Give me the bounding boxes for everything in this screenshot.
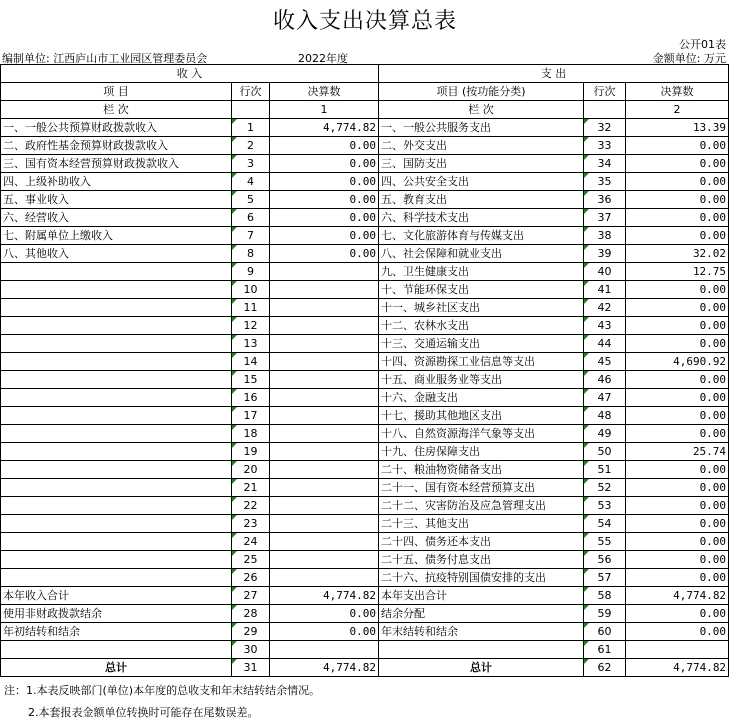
income-item (1, 317, 232, 335)
income-row-number: 2 (232, 137, 270, 155)
expense-amount: 25.74 (626, 443, 729, 461)
table-row (1, 533, 729, 551)
table-row (1, 479, 729, 497)
expense-row-number: 33 (584, 137, 626, 155)
income-row-number: 29 (232, 623, 270, 641)
income-item (1, 533, 232, 551)
income-column-number: 1 (270, 101, 379, 119)
table-row (1, 389, 729, 407)
expense-amount-header: 决算数 (626, 83, 729, 101)
expense-item: 十三、交通运输支出 (379, 335, 584, 353)
expense-amount: 0.00 (626, 461, 729, 479)
income-amount: 4,774.82 (270, 587, 379, 605)
expense-item: 二十二、灾害防治及应急管理支出 (379, 497, 584, 515)
expense-row-number: 51 (584, 461, 626, 479)
table-row (1, 551, 729, 569)
notes (4, 680, 320, 724)
income-amount: 0.00 (270, 173, 379, 191)
expense-item: 二十五、债务付息支出 (379, 551, 584, 569)
income-row-number: 21 (232, 479, 270, 497)
table-row (1, 569, 729, 587)
table-row (1, 605, 729, 623)
income-row-number: 30 (232, 641, 270, 659)
income-row-number: 31 (232, 659, 270, 677)
expense-item: 十八、自然资源海洋气象等支出 (379, 425, 584, 443)
expense-amount: 0.00 (626, 371, 729, 389)
income-amount (270, 425, 379, 443)
income-row-number: 16 (232, 389, 270, 407)
income-row-number: 25 (232, 551, 270, 569)
income-amount: 4,774.82 (270, 119, 379, 137)
expense-item: 十七、援助其他地区支出 (379, 407, 584, 425)
expense-row-number: 41 (584, 281, 626, 299)
expense-amount: 0.00 (626, 551, 729, 569)
income-row-number: 11 (232, 299, 270, 317)
income-amount-header: 决算数 (270, 83, 379, 101)
expense-amount: 0.00 (626, 227, 729, 245)
income-item (1, 281, 232, 299)
expense-row-number: 62 (584, 659, 626, 677)
expense-row-number: 39 (584, 245, 626, 263)
income-header: 收 入 (1, 65, 379, 83)
income-amount: 0.00 (270, 605, 379, 623)
expense-amount: 12.75 (626, 263, 729, 281)
income-item (1, 263, 232, 281)
income-column-label: 栏 次 (1, 101, 232, 119)
table-row (1, 317, 729, 335)
income-item (1, 479, 232, 497)
income-amount (270, 515, 379, 533)
income-amount: 0.00 (270, 137, 379, 155)
expense-amount: 0.00 (626, 317, 729, 335)
income-item: 二、政府性基金预算财政拨款收入 (1, 137, 232, 155)
income-item: 一、一般公共预算财政拨款收入 (1, 119, 232, 137)
expense-amount: 0.00 (626, 605, 729, 623)
table-row (1, 497, 729, 515)
expense-item: 一、一般公共服务支出 (379, 119, 584, 137)
income-amount (270, 353, 379, 371)
table-row (1, 371, 729, 389)
expense-row-number: 50 (584, 443, 626, 461)
expense-item: 八、社会保障和就业支出 (379, 245, 584, 263)
expense-row-number: 53 (584, 497, 626, 515)
income-amount (270, 533, 379, 551)
income-row-number: 14 (232, 353, 270, 371)
table-row (1, 353, 729, 371)
expense-amount: 4,774.82 (626, 587, 729, 605)
income-amount (270, 461, 379, 479)
expense-item: 二、外交支出 (379, 137, 584, 155)
income-item (1, 371, 232, 389)
table-row (1, 281, 729, 299)
expense-row-number: 46 (584, 371, 626, 389)
expense-item: 七、文化旅游体育与传媒支出 (379, 227, 584, 245)
expense-row-number: 45 (584, 353, 626, 371)
expense-item: 十九、住房保障支出 (379, 443, 584, 461)
form-number: 公开01表 (679, 38, 726, 51)
income-row-number: 12 (232, 317, 270, 335)
income-amount (270, 569, 379, 587)
income-item-header: 项 目 (1, 83, 232, 101)
income-amount (270, 497, 379, 515)
income-item: 五、事业收入 (1, 191, 232, 209)
expense-row-number: 52 (584, 479, 626, 497)
page-title: 收入支出决算总表 (272, 9, 457, 34)
income-item (1, 407, 232, 425)
income-item: 使用非财政拨款结余 (1, 605, 232, 623)
income-row-number: 13 (232, 335, 270, 353)
expense-amount: 32.02 (626, 245, 729, 263)
income-item: 四、上级补助收入 (1, 173, 232, 191)
income-rownum-blank (232, 101, 270, 119)
income-item (1, 389, 232, 407)
expense-rownum-header: 行次 (584, 83, 626, 101)
table-row (1, 137, 729, 155)
income-amount: 0.00 (270, 191, 379, 209)
income-row-number: 10 (232, 281, 270, 299)
income-item (1, 335, 232, 353)
expense-amount: 0.00 (626, 155, 729, 173)
expense-item: 二十六、抗疫特别国债安排的支出 (379, 569, 584, 587)
expense-amount: 0.00 (626, 515, 729, 533)
income-row-number: 28 (232, 605, 270, 623)
expense-amount: 0.00 (626, 191, 729, 209)
income-row-number: 5 (232, 191, 270, 209)
expense-item: 二十、粮油物资储备支出 (379, 461, 584, 479)
table-row (1, 335, 729, 353)
expense-row-number: 38 (584, 227, 626, 245)
income-item (1, 299, 232, 317)
expense-row-number: 60 (584, 623, 626, 641)
expense-item-header: 项目 (按功能分类) (379, 83, 584, 101)
expense-amount: 0.00 (626, 407, 729, 425)
expense-amount: 4,690.92 (626, 353, 729, 371)
income-amount: 0.00 (270, 155, 379, 173)
income-amount (270, 389, 379, 407)
income-row-number: 23 (232, 515, 270, 533)
income-amount: 0.00 (270, 227, 379, 245)
expense-item: 六、科学技术支出 (379, 209, 584, 227)
expense-item: 二十一、国有资本经营预算支出 (379, 479, 584, 497)
expense-row-number: 40 (584, 263, 626, 281)
income-amount (270, 443, 379, 461)
expense-row-number: 42 (584, 299, 626, 317)
expense-row-number: 48 (584, 407, 626, 425)
reporting-unit: 编制单位: 江西庐山市工业园区管理委员会 (2, 52, 208, 65)
money-unit: 金额单位: 万元 (652, 52, 726, 65)
income-item (1, 497, 232, 515)
expense-item: 九、卫生健康支出 (379, 263, 584, 281)
expense-row-number: 54 (584, 515, 626, 533)
table-row (1, 263, 729, 281)
income-item: 七、附属单位上缴收入 (1, 227, 232, 245)
expense-item: 三、国防支出 (379, 155, 584, 173)
expense-item: 十二、农林水支出 (379, 317, 584, 335)
income-item (1, 641, 232, 659)
income-amount (270, 299, 379, 317)
table-row (1, 443, 729, 461)
expense-amount: 0.00 (626, 623, 729, 641)
income-amount: 0.00 (270, 245, 379, 263)
income-row-number: 15 (232, 371, 270, 389)
income-amount (270, 371, 379, 389)
expense-amount (626, 641, 729, 659)
expense-row-number: 59 (584, 605, 626, 623)
expense-header: 支 出 (379, 65, 729, 83)
income-rownum-header: 行次 (232, 83, 270, 101)
income-row-number: 27 (232, 587, 270, 605)
income-amount (270, 335, 379, 353)
expense-amount: 0.00 (626, 569, 729, 587)
expense-row-number: 57 (584, 569, 626, 587)
income-row-number: 20 (232, 461, 270, 479)
expense-item: 十一、城乡社区支出 (379, 299, 584, 317)
expense-item: 结余分配 (379, 605, 584, 623)
income-amount (270, 641, 379, 659)
expense-amount: 0.00 (626, 173, 729, 191)
income-expense-table (0, 64, 729, 677)
income-item: 本年收入合计 (1, 587, 232, 605)
income-row-number: 6 (232, 209, 270, 227)
table-row (1, 587, 729, 605)
table-row (1, 191, 729, 209)
expense-column-number: 2 (626, 101, 729, 119)
expense-row-number: 58 (584, 587, 626, 605)
income-amount: 0.00 (270, 209, 379, 227)
expense-row-number: 47 (584, 389, 626, 407)
fiscal-year: 2022年度 (298, 52, 348, 65)
income-amount (270, 407, 379, 425)
expense-row-number: 49 (584, 425, 626, 443)
table-row (1, 659, 729, 677)
table-row (1, 641, 729, 659)
table-row (1, 155, 729, 173)
expense-row-number: 55 (584, 533, 626, 551)
expense-row-number: 44 (584, 335, 626, 353)
expense-row-number: 43 (584, 317, 626, 335)
expense-row-number: 56 (584, 551, 626, 569)
income-amount (270, 317, 379, 335)
income-item (1, 515, 232, 533)
income-item (1, 443, 232, 461)
income-item (1, 353, 232, 371)
expense-item: 十五、商业服务业等支出 (379, 371, 584, 389)
income-row-number: 8 (232, 245, 270, 263)
expense-amount: 4,774.82 (626, 659, 729, 677)
expense-item: 五、教育支出 (379, 191, 584, 209)
table-row (1, 227, 729, 245)
income-amount: 4,774.82 (270, 659, 379, 677)
income-row-number: 18 (232, 425, 270, 443)
income-item: 三、国有资本经营预算财政拨款收入 (1, 155, 232, 173)
income-row-number: 26 (232, 569, 270, 587)
expense-amount: 0.00 (626, 533, 729, 551)
income-row-number: 3 (232, 155, 270, 173)
income-amount (270, 263, 379, 281)
expense-amount: 0.00 (626, 335, 729, 353)
expense-item: 二十三、其他支出 (379, 515, 584, 533)
income-row-number: 4 (232, 173, 270, 191)
income-item (1, 425, 232, 443)
expense-rownum-blank (584, 101, 626, 119)
expense-amount: 0.00 (626, 497, 729, 515)
expense-row-number: 61 (584, 641, 626, 659)
expense-column-label: 栏 次 (379, 101, 584, 119)
table-row (1, 461, 729, 479)
income-item (1, 461, 232, 479)
note-2: 2.本套报表金额单位转换时可能存在尾数误差。 (28, 706, 259, 719)
income-amount (270, 551, 379, 569)
table-row (1, 425, 729, 443)
expense-row-number: 36 (584, 191, 626, 209)
income-item: 八、其他收入 (1, 245, 232, 263)
income-row-number: 19 (232, 443, 270, 461)
expense-item (379, 641, 584, 659)
income-amount (270, 281, 379, 299)
expense-amount: 0.00 (626, 299, 729, 317)
expense-item: 二十四、债务还本支出 (379, 533, 584, 551)
expense-row-number: 34 (584, 155, 626, 173)
expense-row-number: 32 (584, 119, 626, 137)
note-1: 注：1.本表反映部门(单位)本年度的总收支和年末结转结余情况。 (4, 684, 321, 697)
income-amount: 0.00 (270, 623, 379, 641)
table-row (1, 119, 729, 137)
table-row (1, 515, 729, 533)
expense-item: 总计 (379, 659, 584, 677)
income-amount (270, 479, 379, 497)
table-row (1, 623, 729, 641)
income-row-number: 17 (232, 407, 270, 425)
expense-amount: 0.00 (626, 425, 729, 443)
expense-row-number: 37 (584, 209, 626, 227)
expense-item: 本年支出合计 (379, 587, 584, 605)
expense-item: 十四、资源勘探工业信息等支出 (379, 353, 584, 371)
expense-amount: 0.00 (626, 209, 729, 227)
income-row-number: 1 (232, 119, 270, 137)
expense-item: 四、公共安全支出 (379, 173, 584, 191)
table-row (1, 407, 729, 425)
income-row-number: 9 (232, 263, 270, 281)
income-item: 六、经营收入 (1, 209, 232, 227)
table-row (1, 245, 729, 263)
expense-amount: 0.00 (626, 137, 729, 155)
income-item (1, 569, 232, 587)
income-row-number: 7 (232, 227, 270, 245)
expense-amount: 13.39 (626, 119, 729, 137)
income-row-number: 22 (232, 497, 270, 515)
expense-row-number: 35 (584, 173, 626, 191)
table-row (1, 173, 729, 191)
expense-amount: 0.00 (626, 389, 729, 407)
income-item: 总计 (1, 659, 232, 677)
expense-item: 年末结转和结余 (379, 623, 584, 641)
expense-amount: 0.00 (626, 479, 729, 497)
table-row (1, 299, 729, 317)
income-item: 年初结转和结余 (1, 623, 232, 641)
expense-item: 十六、金融支出 (379, 389, 584, 407)
expense-amount: 0.00 (626, 281, 729, 299)
income-row-number: 24 (232, 533, 270, 551)
table-row (1, 209, 729, 227)
expense-item: 十、节能环保支出 (379, 281, 584, 299)
income-item (1, 551, 232, 569)
